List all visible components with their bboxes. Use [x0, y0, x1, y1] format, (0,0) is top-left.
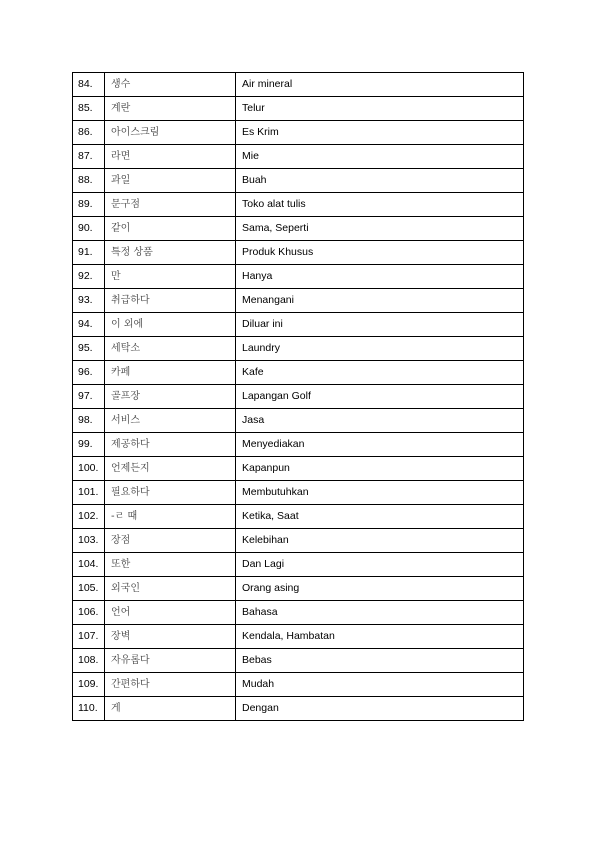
korean-word: 문구점 [105, 193, 236, 217]
table-row [73, 361, 524, 385]
korean-word: 생수 [105, 73, 236, 97]
korean-word: 아이스크림 [105, 121, 236, 145]
korean-word: 제공하다 [105, 433, 236, 457]
table-row [73, 553, 524, 577]
table-row [73, 601, 524, 625]
indonesian-translation: Mudah [236, 673, 524, 697]
table-row [73, 529, 524, 553]
indonesian-translation: Menangani [236, 289, 524, 313]
indonesian-translation: Kapanpun [236, 457, 524, 481]
table-row [73, 193, 524, 217]
table-row [73, 481, 524, 505]
korean-word: -ㄹ 때 [105, 505, 236, 529]
korean-word: 언제든지 [105, 457, 236, 481]
row-number: 109. [73, 673, 105, 697]
indonesian-translation: Dengan [236, 697, 524, 721]
row-number: 87. [73, 145, 105, 169]
table-row [73, 289, 524, 313]
table-row [73, 313, 524, 337]
indonesian-translation: Lapangan Golf [236, 385, 524, 409]
korean-word: 같이 [105, 217, 236, 241]
row-number: 105. [73, 577, 105, 601]
table-row [73, 97, 524, 121]
indonesian-translation: Dan Lagi [236, 553, 524, 577]
row-number: 104. [73, 553, 105, 577]
table-row [73, 145, 524, 169]
indonesian-translation: Produk Khusus [236, 241, 524, 265]
korean-word: 골프장 [105, 385, 236, 409]
row-number: 94. [73, 313, 105, 337]
korean-word: 세탁소 [105, 337, 236, 361]
row-number: 90. [73, 217, 105, 241]
row-number: 88. [73, 169, 105, 193]
table-row [73, 697, 524, 721]
korean-word: 언어 [105, 601, 236, 625]
row-number: 101. [73, 481, 105, 505]
korean-word: 특정 상품 [105, 241, 236, 265]
indonesian-translation: Hanya [236, 265, 524, 289]
row-number: 99. [73, 433, 105, 457]
korean-word: 취급하다 [105, 289, 236, 313]
row-number: 89. [73, 193, 105, 217]
table-row [73, 649, 524, 673]
row-number: 85. [73, 97, 105, 121]
indonesian-translation: Laundry [236, 337, 524, 361]
row-number: 103. [73, 529, 105, 553]
row-number: 107. [73, 625, 105, 649]
indonesian-translation: Ketika, Saat [236, 505, 524, 529]
table-row [73, 409, 524, 433]
indonesian-translation: Menyediakan [236, 433, 524, 457]
korean-word: 계란 [105, 97, 236, 121]
row-number: 100. [73, 457, 105, 481]
indonesian-translation: Toko alat tulis [236, 193, 524, 217]
korean-word: 만 [105, 265, 236, 289]
indonesian-translation: Diluar ini [236, 313, 524, 337]
row-number: 84. [73, 73, 105, 97]
korean-word: 외국인 [105, 577, 236, 601]
korean-word: 필요하다 [105, 481, 236, 505]
row-number: 93. [73, 289, 105, 313]
korean-word: 라면 [105, 145, 236, 169]
table-row [73, 169, 524, 193]
korean-word: 서비스 [105, 409, 236, 433]
korean-word: 또한 [105, 553, 236, 577]
indonesian-translation: Buah [236, 169, 524, 193]
vocabulary-table [72, 72, 524, 721]
indonesian-translation: Kafe [236, 361, 524, 385]
row-number: 102. [73, 505, 105, 529]
row-number: 106. [73, 601, 105, 625]
indonesian-translation: Kelebihan [236, 529, 524, 553]
row-number: 95. [73, 337, 105, 361]
indonesian-translation: Mie [236, 145, 524, 169]
korean-word: 게 [105, 697, 236, 721]
table-row [73, 457, 524, 481]
row-number: 108. [73, 649, 105, 673]
indonesian-translation: Sama, Seperti [236, 217, 524, 241]
table-row [73, 577, 524, 601]
indonesian-translation: Bahasa [236, 601, 524, 625]
indonesian-translation: Membutuhkan [236, 481, 524, 505]
indonesian-translation: Air mineral [236, 73, 524, 97]
table-row [73, 121, 524, 145]
vocabulary-table-body [73, 73, 524, 721]
row-number: 86. [73, 121, 105, 145]
table-row [73, 241, 524, 265]
korean-word: 간편하다 [105, 673, 236, 697]
table-row [73, 337, 524, 361]
row-number: 110. [73, 697, 105, 721]
table-row [73, 433, 524, 457]
row-number: 98. [73, 409, 105, 433]
table-row [73, 505, 524, 529]
korean-word: 장점 [105, 529, 236, 553]
table-row [73, 217, 524, 241]
korean-word: 과일 [105, 169, 236, 193]
indonesian-translation: Bebas [236, 649, 524, 673]
row-number: 92. [73, 265, 105, 289]
table-row [73, 73, 524, 97]
korean-word: 장벽 [105, 625, 236, 649]
korean-word: 자유롭다 [105, 649, 236, 673]
table-row [73, 625, 524, 649]
table-row [73, 385, 524, 409]
indonesian-translation: Jasa [236, 409, 524, 433]
indonesian-translation: Telur [236, 97, 524, 121]
row-number: 91. [73, 241, 105, 265]
korean-word: 이 외에 [105, 313, 236, 337]
indonesian-translation: Es Krim [236, 121, 524, 145]
korean-word: 카페 [105, 361, 236, 385]
table-row [73, 673, 524, 697]
indonesian-translation: Kendala, Hambatan [236, 625, 524, 649]
row-number: 96. [73, 361, 105, 385]
row-number: 97. [73, 385, 105, 409]
indonesian-translation: Orang asing [236, 577, 524, 601]
table-row [73, 265, 524, 289]
